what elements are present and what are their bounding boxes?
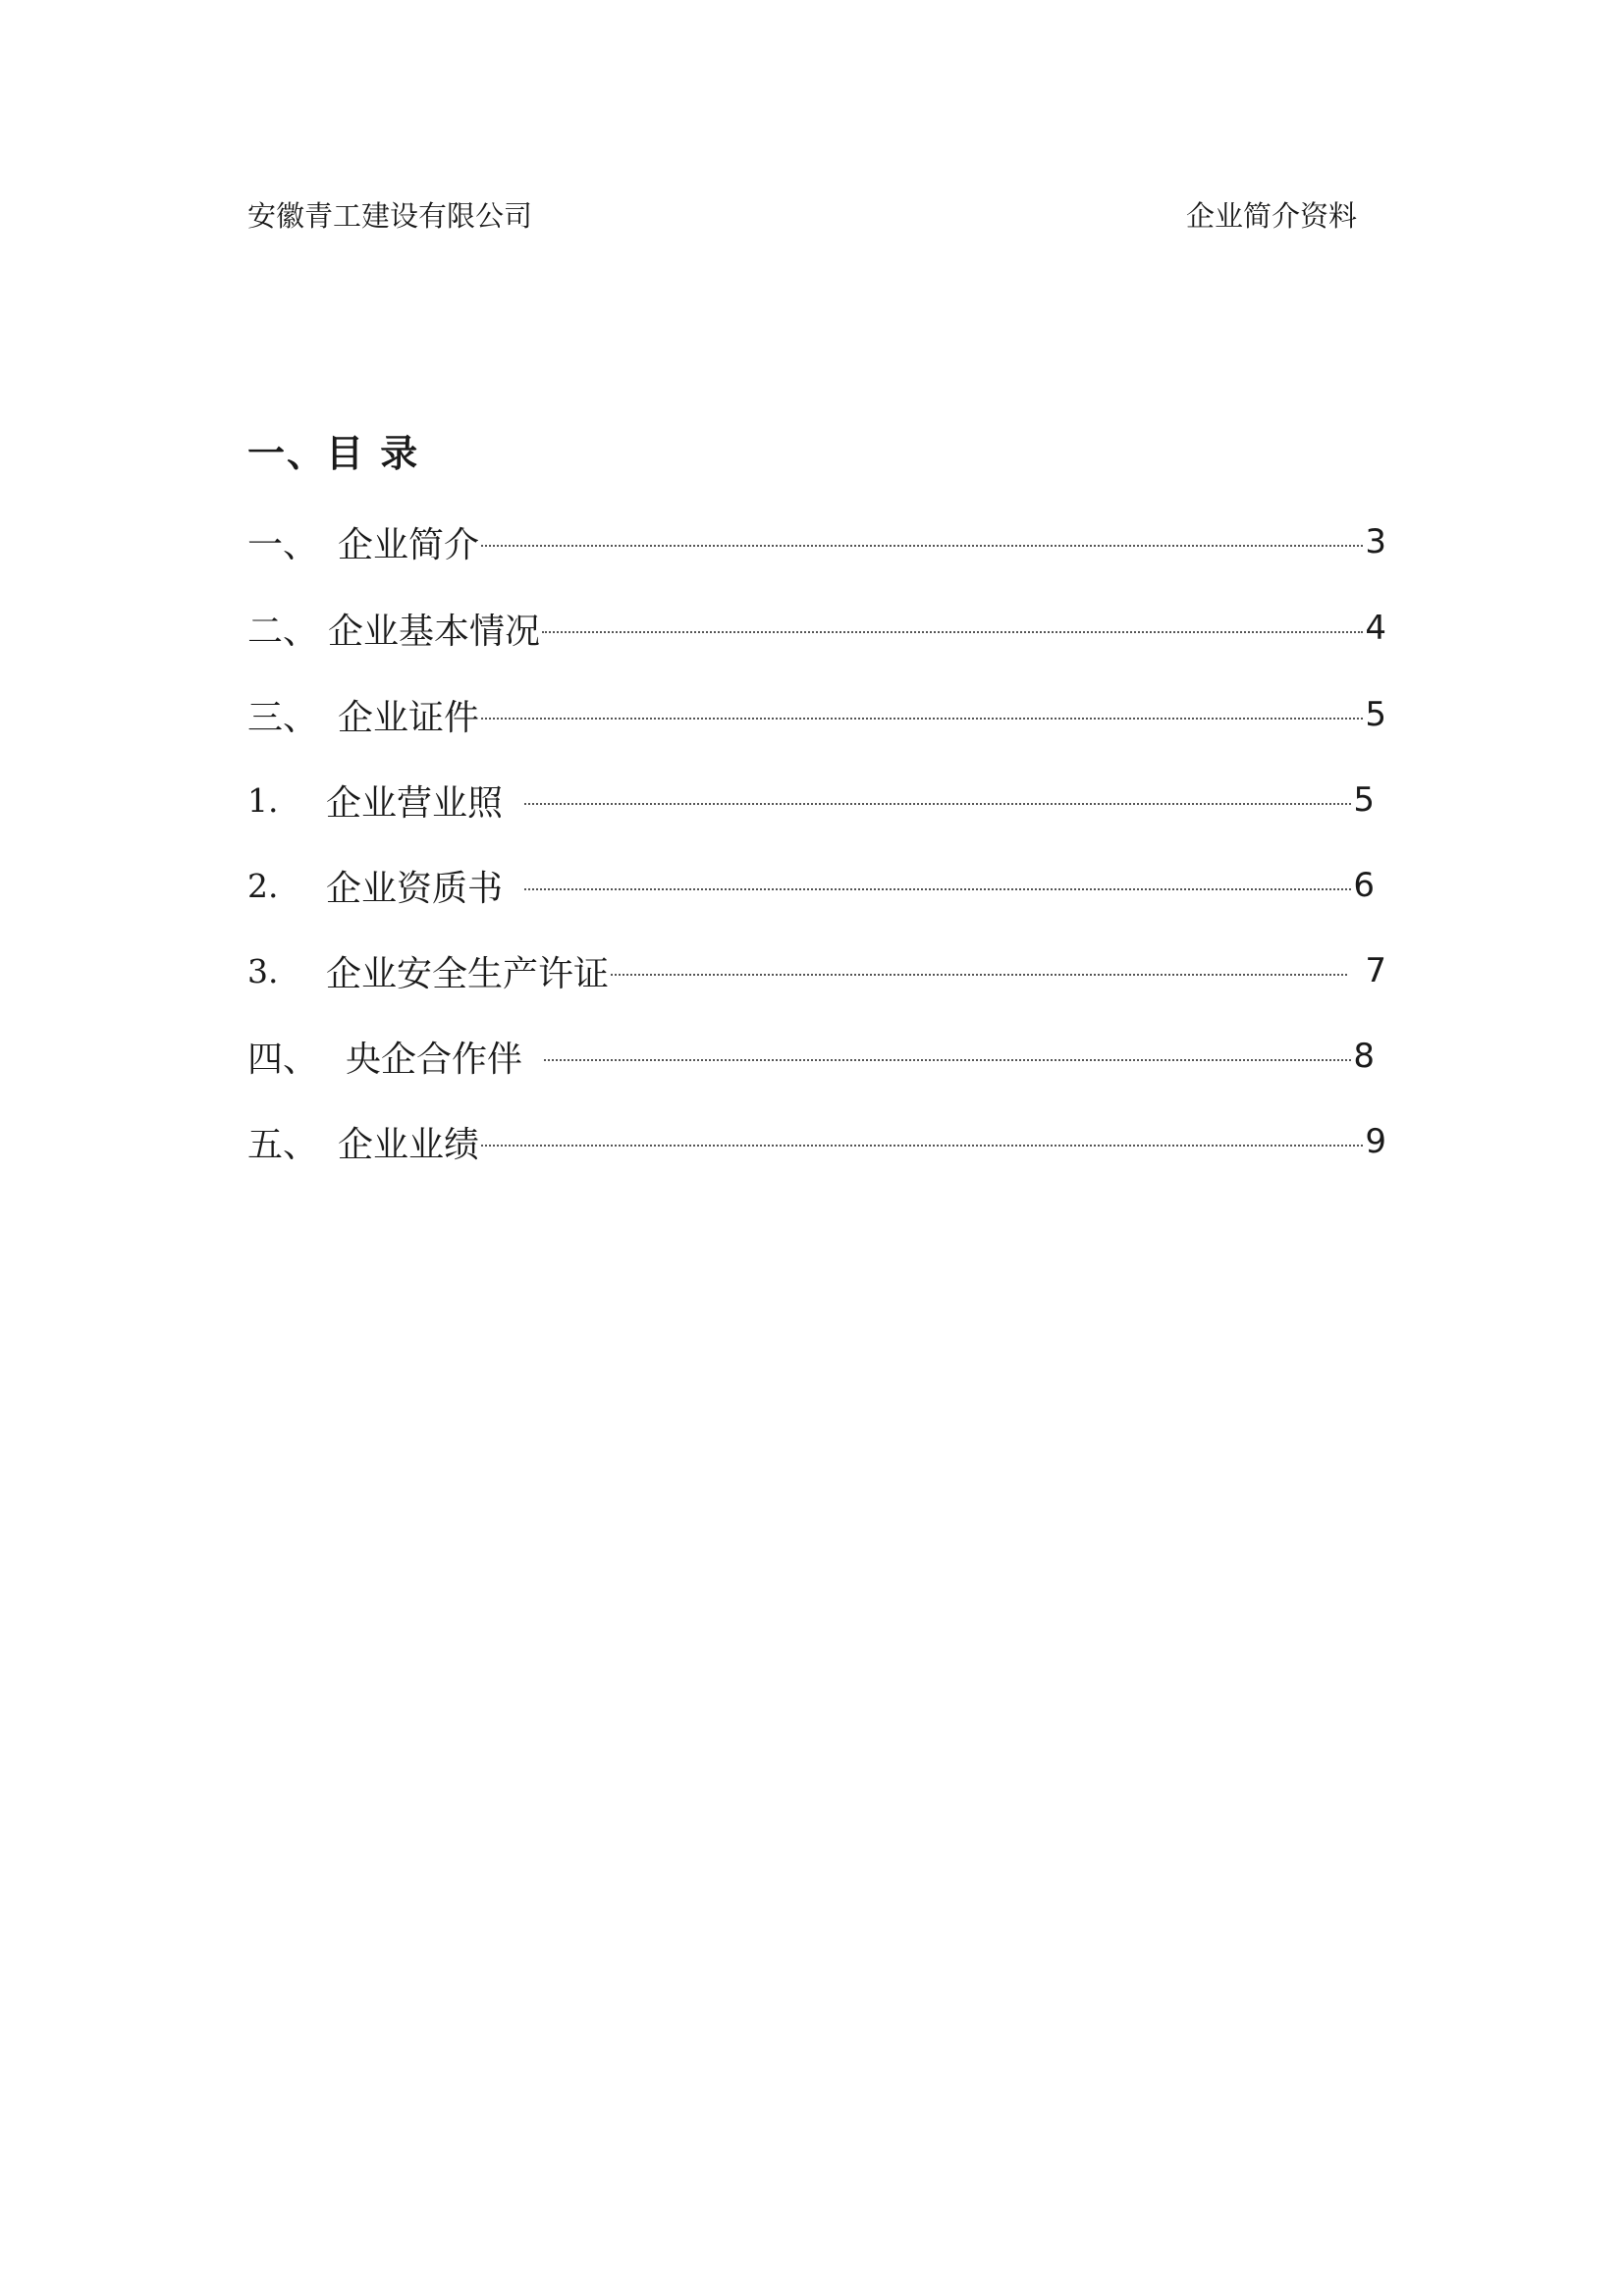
toc-entry-page: 7	[1365, 951, 1386, 990]
toc-entry-qualification-certificate[interactable]	[247, 861, 1375, 910]
toc-entry-soe-partners[interactable]	[247, 1032, 1375, 1081]
toc-entry-number: 三、	[247, 697, 319, 738]
toc-entry-page: 6	[1353, 866, 1375, 905]
toc-dot-leader	[481, 1145, 1363, 1147]
toc-dot-leader	[524, 888, 1351, 890]
toc-entry-page: 5	[1365, 695, 1386, 734]
toc-entry-page: 8	[1353, 1037, 1375, 1076]
toc-entry-label: 企业业绩	[338, 1124, 480, 1165]
header-document-title: 企业简介资料	[1185, 199, 1357, 233]
toc-dot-leader	[481, 718, 1363, 720]
toc-entry-page: 3	[1365, 522, 1386, 561]
toc-entry-label: 企业简介	[338, 524, 480, 565]
toc-entry-page: 9	[1365, 1122, 1386, 1161]
toc-entry-label: 企业安全生产许证	[326, 953, 610, 994]
toc-entry-label: 企业营业照	[326, 782, 504, 824]
toc-entry-safety-permit[interactable]	[247, 946, 1386, 995]
toc-entry-certificates[interactable]	[247, 690, 1386, 739]
toc-dot-leader	[542, 631, 1363, 633]
toc-entry-number: 2.	[247, 866, 279, 905]
toc-entry-company-intro[interactable]	[247, 517, 1386, 566]
toc-entry-business-license[interactable]	[247, 775, 1375, 825]
toc-entry-basic-info[interactable]	[247, 604, 1386, 653]
toc-entry-performance[interactable]	[247, 1117, 1386, 1166]
toc-entry-number: 四、	[247, 1039, 319, 1080]
toc-entry-number: 二、	[247, 611, 319, 652]
toc-entry-number: 3.	[247, 951, 279, 990]
toc-entry-label: 企业证件	[338, 697, 480, 738]
toc-entry-label: 央企合作伴	[346, 1039, 523, 1080]
toc-dot-leader	[524, 803, 1351, 805]
toc-entry-label: 企业资质书	[326, 868, 504, 909]
toc-entry-page: 4	[1365, 609, 1386, 648]
toc-dot-leader	[611, 974, 1347, 976]
toc-entry-number: 1.	[247, 780, 279, 820]
header-company-name: 安徽青工建设有限公司	[247, 199, 533, 233]
page-header	[247, 196, 1357, 236]
toc-heading: 一、目 录	[247, 432, 420, 475]
toc-entry-label: 企业基本情况	[328, 611, 541, 652]
toc-entry-page: 5	[1353, 780, 1375, 820]
toc-dot-leader	[481, 545, 1363, 547]
toc-dot-leader	[544, 1059, 1351, 1061]
toc-entry-number: 五、	[247, 1124, 319, 1165]
toc-entry-number: 一、	[247, 524, 319, 565]
